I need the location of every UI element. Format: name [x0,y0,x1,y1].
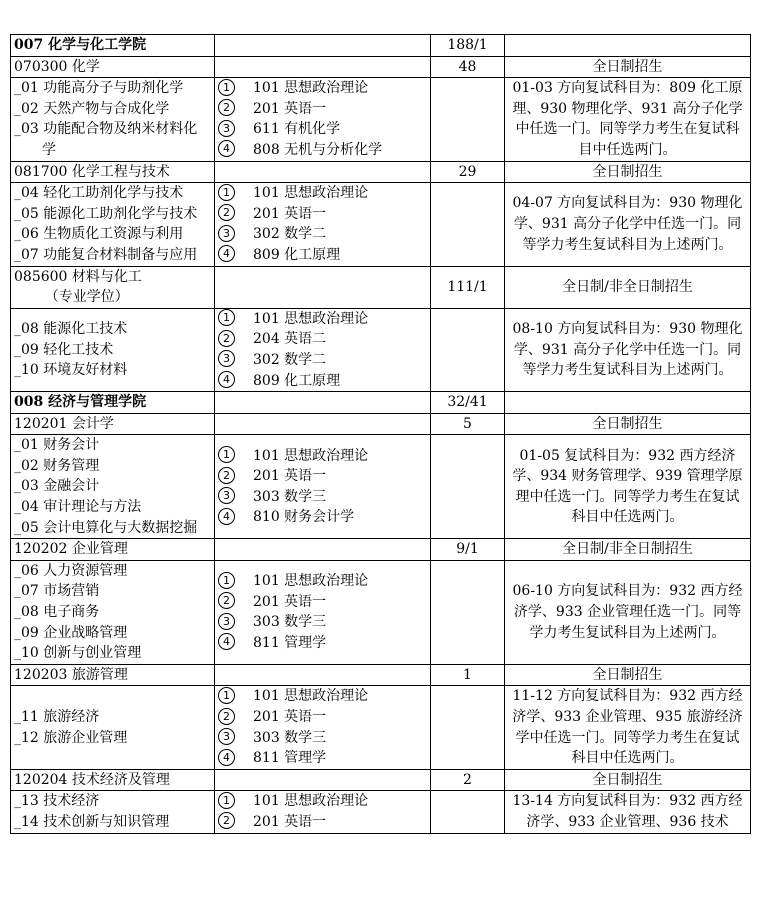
major-quota: 48 [431,56,505,78]
research-direction: _13 技术经济 [14,793,100,810]
circled-number: 3 [218,120,235,137]
major-name [11,664,215,686]
exam-subject [218,309,427,330]
exam-subject-text: 101 思想政治理论 [253,793,369,810]
exam-subject-text: 201 英语一 [253,100,327,117]
circled-number: 2 [218,204,235,221]
circled-number: 2 [218,330,235,347]
major-code-name: 081700 化学工程与技术 [14,163,170,180]
exam-subject [218,633,427,654]
detail-row [11,791,751,833]
research-direction: _03 功能配合物及纳米材料化学 [14,121,198,158]
retest-notes: 04-07 方向复试科目为：930 物理化学、931 高分子化学中任选一门。同等学力考生复试科目为上述两门。 [505,183,751,266]
exam-subject-text: 101 思想政治理论 [253,688,369,705]
circled-number: 1 [218,309,235,326]
exam-subject-text: 808 无机与分析化学 [253,141,383,158]
exam-subjects [215,308,431,391]
exam-subject [218,119,427,140]
enrollment-mode: 全日制招生 [505,413,751,435]
exam-subject [218,812,427,833]
exam-subject [218,571,427,592]
exam-subject-text: 303 数学三 [253,729,327,746]
research-direction: _11 旅游经济 [14,709,100,725]
exam-subject [218,446,427,467]
detail-row [11,435,751,539]
research-directions [11,791,215,833]
school-name: 008 经济与管理学院 [11,392,215,414]
exam-subject [218,99,427,120]
research-directions [11,78,215,161]
research-direction: _14 技术创新与知识管理 [14,813,170,830]
major-code-name: 120204 技术经济及管理 [14,771,170,788]
major-code-name: 120203 旅游管理 [14,666,128,683]
exam-subject [218,371,427,392]
circled-number: 4 [218,749,235,766]
circled-number: 1 [218,792,235,809]
research-direction: _02 财务管理 [14,457,100,474]
school-row [11,35,751,57]
research-direction: _08 电子商务 [14,604,100,621]
major-name [11,413,215,435]
enrollment-mode: 全日制招生 [505,769,751,791]
empty-cell [431,686,505,769]
retest-notes: 13-14 方向复试科目为：932 西方经济学、933 企业管理、936 技术 [505,791,751,833]
research-direction: _03 金融会计 [14,478,100,495]
circled-number: 4 [218,245,235,262]
circled-number: 4 [218,371,235,388]
research-direction: _09 轻化工技术 [14,341,114,358]
research-direction: _10 环境友好材料 [14,362,128,379]
major-row [11,539,751,561]
circled-number: 4 [218,140,235,157]
exam-subjects [215,686,431,769]
circled-number: 1 [218,572,235,589]
exam-subject-text: 201 英语一 [253,205,327,222]
exam-subject-text: 101 思想政治理论 [253,573,369,590]
exam-subject [218,245,427,266]
research-directions [11,560,215,664]
empty-cell [431,308,505,391]
retest-notes: 01-03 方向复试科目为：809 化工原理、930 物理化学、931 高分子化学中任选一门。同等学力考生在复试科目中任选两门。 [505,78,751,161]
school-quota: 32/41 [431,392,505,414]
exam-subject [218,487,427,508]
exam-subject [218,140,427,161]
major-name [11,539,215,561]
circled-number: 3 [218,350,235,367]
major-code-name: 120201 会计学 [14,415,114,432]
major-row [11,413,751,435]
research-direction: _04 审计理论与方法 [14,499,142,516]
major-name [11,161,215,183]
research-direction: _04 轻化工助剂化学与技术 [14,185,184,202]
circled-number: 1 [218,79,235,96]
empty-cell [215,35,431,57]
enrollment-mode: 全日制招生 [505,161,751,183]
exam-subject [218,507,427,528]
circled-number: 2 [218,812,235,829]
retest-notes: 11-12 方向复试科目为：932 西方经济学、933 企业管理、935 旅游经济学中任选一门。同等学力考生在复试科目中任选两门。 [505,686,751,769]
retest-notes: 01-05 复试科目为：932 西方经济学、934 财务管理学、939 管理学原理中任选一门。同等学力考生在复试科目中任选两门。 [505,435,751,539]
enrollment-mode: 全日制招生 [505,56,751,78]
circled-number: 4 [218,633,235,650]
major-row [11,56,751,78]
exam-subjects [215,435,431,539]
empty-cell [215,392,431,414]
exam-subject [218,183,427,204]
circled-number: 2 [218,99,235,116]
empty-cell [215,539,431,561]
circled-number: 2 [218,592,235,609]
exam-subject-text: 101 思想政治理论 [253,447,369,464]
exam-subject-text: 201 英语一 [253,593,327,610]
major-quota: 1 [431,664,505,686]
exam-subject-text: 201 英语一 [253,709,327,725]
research-direction: _07 功能复合材料制备与应用 [14,246,198,263]
empty-cell [431,435,505,539]
research-direction: _07 市场营销 [14,583,100,600]
major-quota: 9/1 [431,539,505,561]
school-row [11,392,751,414]
research-direction: _05 能源化工助剂化学与技术 [14,205,198,222]
empty-cell [215,161,431,183]
circled-number: 1 [218,184,235,201]
research-direction: _05 会计电算化与大数据挖掘 [14,519,198,536]
research-direction: _06 生物质化工资源与利用 [14,226,184,243]
major-quota: 5 [431,413,505,435]
circled-number: 3 [218,225,235,242]
major-degree-type: （专业学位） [44,289,129,306]
retest-notes: 08-10 方向复试科目为：930 物理化学、931 高分子化学中任选一门。同等学力考生复试科目为上述两门。 [505,308,751,391]
detail-row [11,686,751,769]
research-directions [11,183,215,266]
exam-subject-text: 303 数学三 [253,488,327,505]
empty-cell [431,560,505,664]
major-quota: 2 [431,769,505,791]
admissions-catalog-table [10,34,751,834]
exam-subjects [215,560,431,664]
research-direction: _01 财务会计 [14,437,100,454]
exam-subject-text: 204 英语二 [253,331,327,348]
circled-number: 1 [218,446,235,463]
empty-cell [431,78,505,161]
detail-row [11,78,751,161]
major-row [11,664,751,686]
exam-subject [218,686,427,707]
enrollment-mode: 全日制/非全日制招生 [505,539,751,561]
empty-cell [505,392,751,414]
exam-subjects [215,183,431,266]
detail-row [11,183,751,266]
exam-subject [218,728,427,749]
exam-subject-text: 303 数学三 [253,614,327,631]
research-direction: _09 企业战略管理 [14,624,128,641]
empty-cell [431,791,505,833]
circled-number: 2 [218,467,235,484]
major-quota: 29 [431,161,505,183]
research-direction: _02 天然产物与合成化学 [14,100,170,117]
exam-subject-text: 201 英语一 [253,813,327,830]
exam-subject-text: 811 管理学 [253,634,327,651]
exam-subject-text: 302 数学二 [253,226,327,243]
detail-row [11,308,751,391]
enrollment-mode: 全日制/非全日制招生 [505,266,751,308]
research-direction: _12 旅游企业管理 [14,729,128,746]
empty-cell [215,266,431,308]
major-code-name: 120202 企业管理 [14,541,128,558]
enrollment-mode: 全日制招生 [505,664,751,686]
major-row [11,769,751,791]
catalog-body [11,35,751,834]
major-name [11,266,215,308]
major-row [11,161,751,183]
exam-subject [218,78,427,99]
exam-subject [218,592,427,613]
research-direction: _08 能源化工技术 [14,321,128,338]
detail-row [11,560,751,664]
major-code-name: 085600 材料与化工 [14,268,142,285]
exam-subject [218,748,427,769]
major-name [11,769,215,791]
exam-subject-text: 101 思想政治理论 [253,80,369,97]
exam-subject-text: 101 思想政治理论 [253,185,369,202]
exam-subject-text: 611 有机化学 [253,121,341,138]
retest-notes: 06-10 方向复试科目为：932 西方经济学、933 企业管理任选一门。同等学力考生复试科目为上述两门。 [505,560,751,664]
exam-subjects [215,78,431,161]
circled-number: 3 [218,613,235,630]
exam-subject [218,466,427,487]
empty-cell [505,35,751,57]
exam-subject [218,791,427,812]
school-quota: 188/1 [431,35,505,57]
research-direction: _10 创新与创业管理 [14,645,142,662]
school-name: 007 化学与化工学院 [11,35,215,57]
circled-number: 1 [218,687,235,704]
exam-subjects [215,791,431,833]
research-directions [11,435,215,539]
empty-cell [215,413,431,435]
exam-subject-text: 201 英语一 [253,468,327,485]
empty-cell [431,183,505,266]
research-directions [11,308,215,391]
exam-subject [218,224,427,245]
circled-number: 3 [218,728,235,745]
circled-number: 2 [218,708,235,725]
major-row [11,266,751,308]
circled-number: 4 [218,508,235,525]
exam-subject [218,350,427,371]
research-direction: _06 人力资源管理 [14,562,128,579]
major-code-name: 070300 化学 [14,58,100,75]
exam-subject [218,612,427,633]
exam-subject [218,707,427,728]
circled-number: 3 [218,487,235,504]
exam-subject-text: 809 化工原理 [253,246,341,263]
empty-cell [215,769,431,791]
exam-subject-text: 101 思想政治理论 [253,310,369,327]
major-quota: 111/1 [431,266,505,308]
exam-subject-text: 302 数学二 [253,351,327,368]
major-name [11,56,215,78]
exam-subject-text: 811 管理学 [253,750,327,767]
exam-subject [218,204,427,225]
empty-cell [215,664,431,686]
exam-subject-text: 810 财务会计学 [253,509,355,526]
empty-cell [215,56,431,78]
exam-subject [218,329,427,350]
exam-subject-text: 809 化工原理 [253,372,341,389]
research-directions [11,686,215,769]
research-direction: _01 功能高分子与助剂化学 [14,80,184,97]
